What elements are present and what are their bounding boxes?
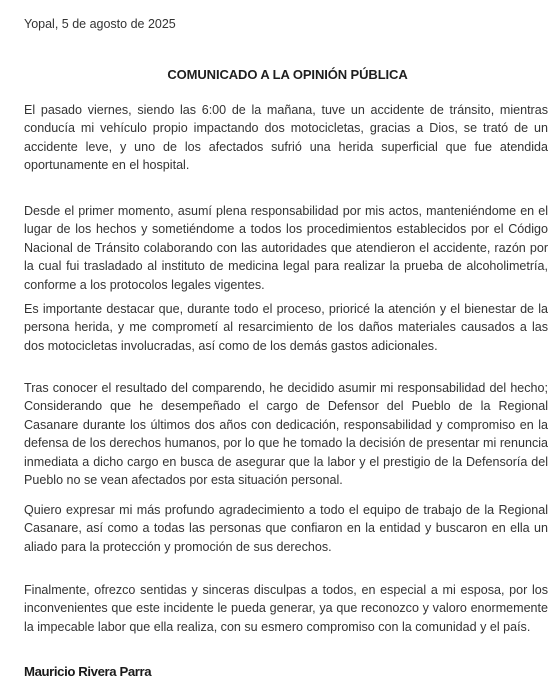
paragraph-accident: El pasado viernes, siendo las 6:00 de la mañana, tuve un accidente de tránsito, mientras conducía mi vehículo propio impactando dos motocicletas, gracias a Dios, se trató de un accidente leve, y uno de los afectados sufrió una herida superficial que fue atendida oportunamente en el hospital.: [24, 103, 548, 173]
paragraph-resignation: Tras conocer el resultado del comparendo, he decidido asumir mi responsabilidad del hecho; Considerando que he desempeñado el cargo de Defensor del Pueblo de la Regional Casanare durante los últimos dos años con dedicación, responsabilidad y compromiso en la defensa de los derechos humanos, por lo que he tomado la decisión de presentar mi renuncia inmediata a dicho cargo en busca de asegurar que la labor y el prestigio de la Defensoría del Pueblo no se vean afectados por esta situación personal.: [24, 381, 548, 488]
document-title: COMUNICADO A LA OPINIÓN PÚBLICA: [167, 67, 408, 82]
paragraph-priority: Es importante destacar que, durante todo el proceso, prioricé la atención y el bienestar de la persona herida, y me comprometí al resarcimiento de los daños materiales causados a las dos motocicletas involucradas, así como de los demás gastos adicionales.: [24, 302, 548, 353]
date-line: Yopal, 5 de agosto de 2025: [24, 17, 176, 31]
paragraph-apology: Finalmente, ofrezco sentidas y sinceras disculpas a todos, en especial a mi esposa, por los inconvenientes que este incidente le pueda generar, ya que reconozco y valoro enormemente la impecable labor que ella realiza, con su esmero compromiso con la comunidad y el país.: [24, 583, 548, 634]
paragraph-gratitude: Quiero expresar mi más profundo agradecimiento a todo el equipo de trabajo de la Regional Casanare, así como a todas las personas que confiaron en la entidad y buscaron en ella un aliado para la protección y promoción de sus derechos.: [24, 503, 548, 554]
signature-name: Mauricio Rivera Parra: [24, 664, 152, 679]
paragraph-responsibility: Desde el primer momento, asumí plena responsabilidad por mis actos, manteniéndome en el lugar de los hechos y sometiéndome a todos los procedimientos establecidos por el Código Nacional de Tránsito colaborando con las autoridades que atendieron el accidente, razón por la cual fui trasladado al instituto de medicina legal para realizar la prueba de alcoholimetría, conforme a los protocolos legales vigentes.: [24, 204, 548, 292]
